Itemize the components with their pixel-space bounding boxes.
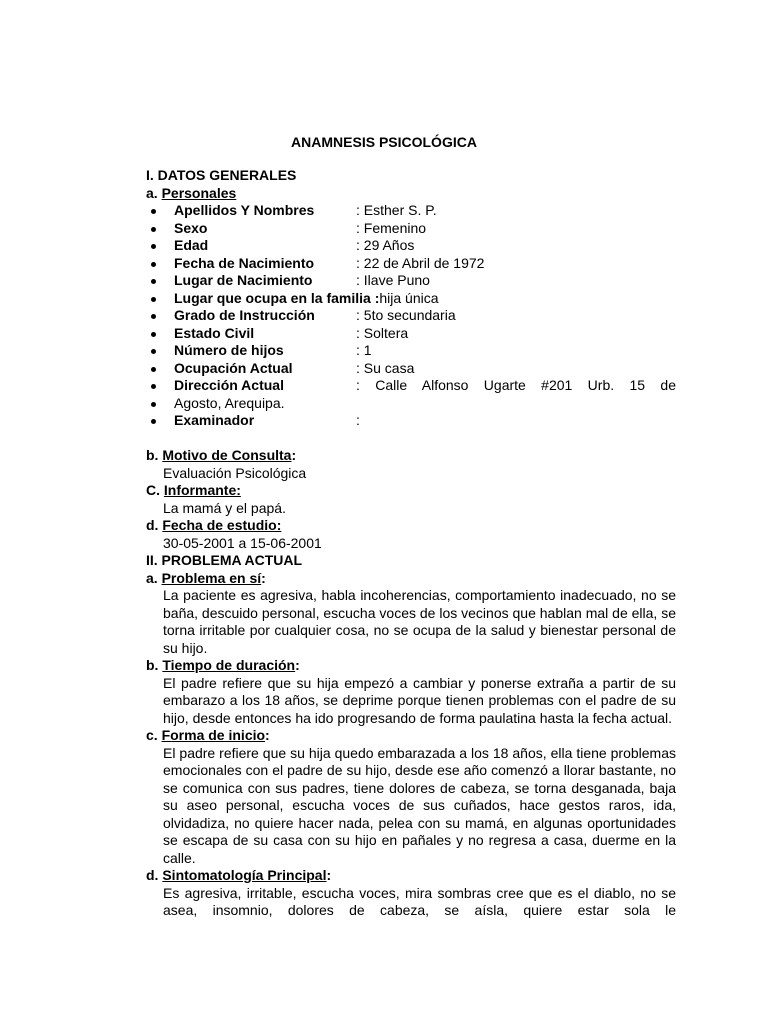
section-heading-datos-generales: I. DATOS GENERALES [146,167,297,183]
field-value: : Su casa [356,359,415,376]
document-body [146,167,676,920]
subsection-label: Tiempo de duración [162,657,296,673]
field-value: : Soltera [356,324,409,341]
personal-data-list [146,202,676,430]
field-label: Sexo [174,219,208,236]
field-value: : Esther S. P. [356,202,437,218]
subsection-suffix: : [326,867,332,883]
list-item [146,360,676,378]
field-value: hija única [379,289,439,306]
subsection-sintomatologia [146,867,676,885]
problema-text: La paciente es agresiva, habla incoherencias, comportamiento inadecuado, no se baña, descuido personal, escucha voces de los vecinos que hablan mal de ella, se torna irritable por cualquier cosa, no se ocupa de la salud y bienestar personal de su hijo. [163,587,676,656]
list-item [146,307,676,325]
field-value: : 5to secundaria [356,307,456,323]
field-label: Edad [174,237,209,253]
list-item [146,290,676,308]
subsection-label: Problema en sí [161,569,262,586]
subsection-label: Sintomatología Principal [162,867,327,883]
field-label: Apellidos Y Nombres [174,202,315,218]
motivo-text: Evaluación Psicológica [163,464,307,481]
field-value: : Calle Alfonso Ugarte #201 Urb. 15 de [356,377,676,393]
field-label: Lugar que ocupa en la familia : [174,289,380,306]
field-value: : Ilave Puno [356,272,430,288]
subsection-suffix: : [295,657,300,673]
field-value: : 29 Años [356,237,415,253]
subsection-prefix: C. [146,482,164,498]
forma-text: El padre refiere que su hija quedo embarazada a los 18 años, ella tiene problemas emocionales con el padre de su hijo, desde ese año comenzó a llorar bastante, no se comunica con sus padres, tiene dolores de cabeza, se torna desganada, baja su aseo personal, escucha voces de sus cuñados, hace gestos raros, ida, olvidadiza, no quiere hacer nada, pelea con su mamá, en algunas oportunidades se escapa de su casa con su hijo en pañales y no regresa a casa, duerme en la calle. [163,744,676,866]
field-label: Número de hijos [174,342,284,358]
subsection-suffix: : [265,727,270,743]
field-label: Dirección Actual [174,377,284,393]
field-label: Ocupación Actual [174,359,293,376]
subsection-motivo [146,447,676,465]
field-label: Grado de Instrucción [174,307,315,323]
subsection-tiempo [146,657,676,675]
field-label: Lugar de Nacimiento [174,272,313,288]
list-item [146,342,676,360]
address-row [174,377,676,395]
list-item [146,272,676,290]
subsection-prefix: d. [146,867,163,883]
subsection-fecha-estudio [146,517,676,535]
subsection-label: Personales [161,184,237,201]
subsection-suffix: : [291,447,297,463]
field-value: : 22 de Abril de 1972 [356,254,485,271]
subsection-prefix: b. [146,447,163,463]
subsection-informante [146,482,676,500]
subsection-label: Informante: [163,482,241,498]
subsection-prefix: a. [146,184,162,201]
subsection-prefix: a. [146,569,162,586]
subsection-label: Forma de inicio [161,727,266,743]
field-label: Fecha de Nacimiento [174,254,315,271]
list-item [146,220,676,238]
subsection-suffix: : [261,569,266,586]
subsection-label: Fecha de estudio: [162,517,282,533]
list-item [146,255,676,273]
field-value: : 1 [356,342,372,358]
subsection-prefix: b. [146,657,163,673]
field-label: Examinador [174,412,255,428]
list-item [146,202,676,220]
list-item [146,237,676,255]
fecha-estudio-text: 30-05-2001 a 15-06-2001 [163,534,322,551]
field-value: : Femenino [356,219,427,236]
section-heading-problema-actual: II. PROBLEMA ACTUAL [146,552,303,568]
subsection-problema [146,570,676,588]
spacer [146,430,676,448]
list-item [146,412,676,430]
list-item-continuation [146,395,676,413]
field-value-continuation: Agosto, Arequipa. [174,394,285,411]
list-item [146,325,676,343]
informante-text: La mamá y el papá. [163,499,286,516]
field-label: Estado Civil [174,324,255,341]
field-value: : [356,412,360,428]
document-title: ANAMNESIS PSICOLÓGICA [291,134,477,150]
subsection-personales [146,185,676,203]
sintomatologia-text: Es agresiva, irritable, escucha voces, mira sombras cree que es el diablo, no se asea, insomnio, dolores de cabeza, se aísla, quiere estar sola le [163,884,676,918]
subsection-forma [146,727,676,745]
subsection-prefix: c. [146,727,162,743]
subsection-prefix: d. [146,517,163,533]
subsection-label: Motivo de Consulta [162,447,292,463]
tiempo-text: El padre refiere que su hija empezó a cambiar y ponerse extraña a partir de su embarazo a los 18 años, se deprime porque tienen problemas con el padre de su hijo, desde entonces ha ido progresando de forma paulatina hasta la fecha actual. [163,674,676,726]
list-item [146,377,676,395]
